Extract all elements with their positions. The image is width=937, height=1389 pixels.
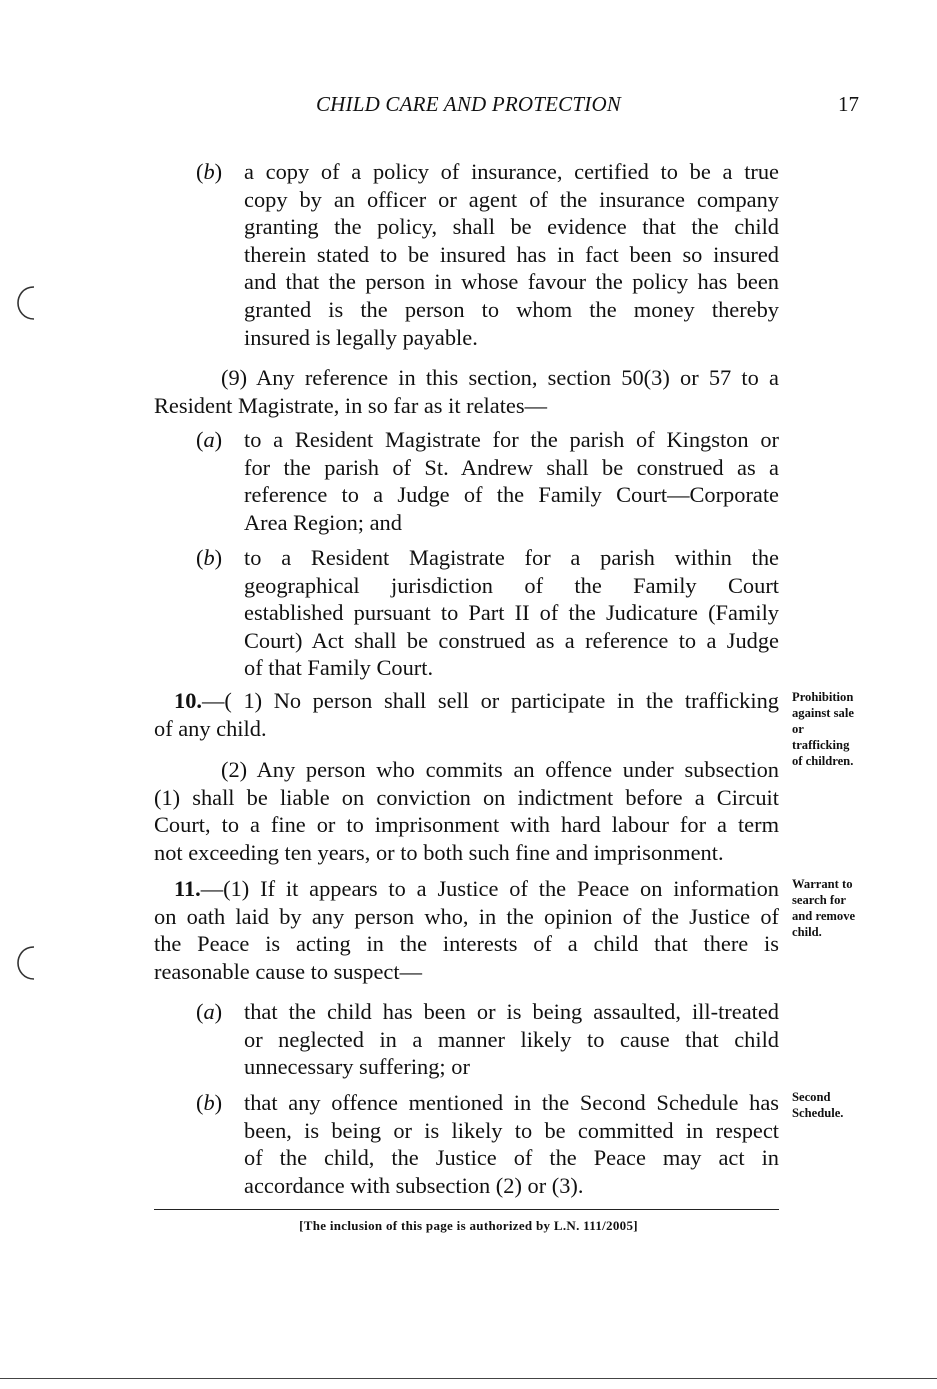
text-line: copy by an officer or agent of the insurance company [244,186,779,212]
binder-hole-mark [16,943,38,983]
text-line: granted is the person to whom the money thereby [244,297,779,322]
text-line: (1) shall be liable on conviction on indictment before a Circuit [154,784,779,810]
margin-note-line: trafficking [792,738,850,752]
margin-note-line: Schedule. [792,1106,844,1120]
text-line: therein stated to be insured has in fact been so insured [244,241,779,267]
margin-note-second-schedule [792,1089,882,1121]
text-line: granting the policy, shall be evidence that the child [244,214,779,240]
margin-note-line: Warrant to [792,877,853,891]
margin-note-section-11 [792,876,882,940]
clause-letter: b [203,159,215,184]
text-line: (2) Any person who commits an offence under subsection [221,757,779,782]
section-10-heading-line [174,687,779,715]
clause-letter: b [203,1090,215,1115]
clause-letter: b [203,545,215,570]
margin-note-line: Prohibition [792,690,854,704]
text-line: to a Resident Magistrate for the parish of Kingston or [244,427,779,452]
clause-letter: a [203,427,215,452]
margin-note-line: and remove [792,909,856,923]
text-line: Area Region; and [244,509,402,535]
text-line: on oath laid by any person who, in the opinion of the Justice of [154,903,779,929]
text-line: Resident Magistrate, in so far as it relates— [154,392,547,418]
margin-note-line: search for [792,893,846,907]
margin-note-line: child. [792,925,822,939]
clause-label: (a) [196,999,223,1024]
text-line: unnecessary suffering; or [244,1054,470,1080]
text-span: —(1) If it appears to a Justice of the Peace on information [200,876,779,901]
clause-label: (b) [196,159,223,184]
margin-note-line: Second [792,1090,831,1104]
running-header-title: CHILD CARE AND PROTECTION [315,92,622,116]
text-line: reference to a Judge of the Family Court—Corporate [244,482,779,508]
text-line: Court) Act shall be construed as a reference to a Judge [244,627,779,653]
text-line: geographical jurisdiction of the Family Court [244,572,779,598]
clause-label: (b) [196,1090,223,1115]
text-line: insured is legally payable. [244,324,478,350]
text-line: of that Family Court. [244,655,434,681]
text-line: for the parish of St. Andrew shall be construed as a [244,454,779,480]
text-line: that any offence mentioned in the Second Schedule has [244,1090,779,1115]
binder-hole-mark [16,283,38,323]
text-line: reasonable cause to suspect— [154,958,422,984]
section-number: 11. [174,876,201,901]
text-line: been, is being or is likely to be committed in respect [244,1117,779,1143]
page-number: 17 [838,92,859,116]
text-line: established pursuant to Part II of the Judicature (Family [244,600,779,626]
text-line: Court, to a fine or to imprisonment with hard labour for a term [154,812,779,838]
clause-label: (a) [196,427,223,452]
text-line: to a Resident Magistrate for a parish within the [244,545,779,570]
text-span: —( 1) No person shall sell or participate in the trafficking [202,688,779,713]
clause-letter: a [203,999,215,1024]
text-line: or neglected in a manner likely to cause that child [244,1026,779,1052]
text-line: that the child has been or is being assaulted, ill-treated [244,999,779,1024]
margin-note-line: of children. [792,754,854,768]
section-11-heading-line [174,875,779,903]
text-line: the Peace is acting in the interests of a child that there is [154,931,779,957]
section-number: 10. [174,688,202,713]
text-line: accordance with subsection (2) or (3). [244,1172,584,1198]
text-line: of any child. [154,715,267,741]
text-line: (9) Any reference in this section, section 50(3) or 57 to a [221,365,779,390]
text-line: not exceeding ten years, or to both such fine and imprisonment. [154,839,724,865]
footer-rule [154,1209,779,1210]
text-line: and that the person in whose favour the policy has been [244,269,779,295]
text-line: of the child, the Justice of the Peace may act in [244,1145,779,1171]
clause-label: (b) [196,545,223,570]
text-line: a copy of a policy of insurance, certified to be a true [244,159,779,184]
margin-note-section-10 [792,689,882,769]
margin-note-line: or [792,722,804,736]
footer-authorization: [The inclusion of this page is authorized by L.N. 111/2005] [299,1218,638,1233]
margin-note-line: against sale [792,706,854,720]
page-bottom-edge [0,1378,937,1379]
